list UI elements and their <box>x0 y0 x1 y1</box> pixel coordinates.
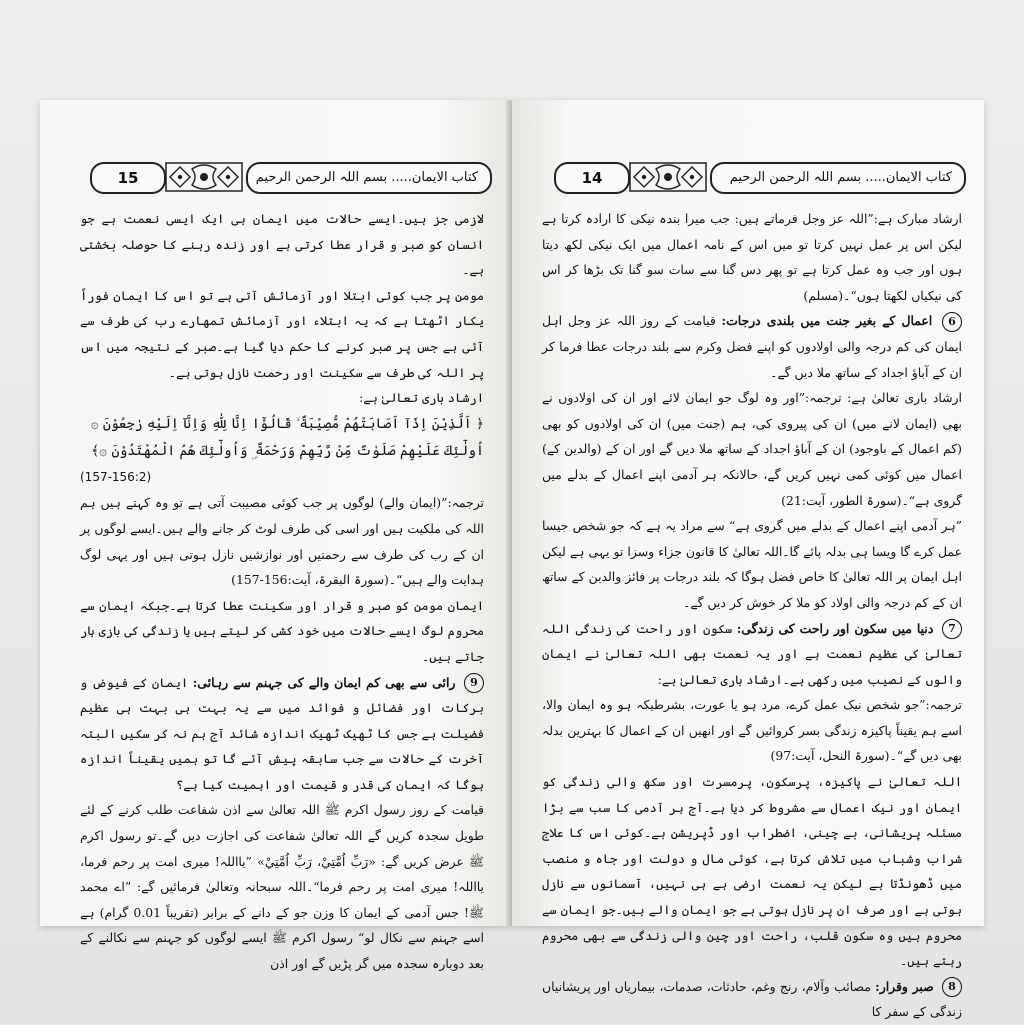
section-heading: رائی سے بھی کم ایمان والے کی جہنم سے رہائی: <box>192 674 456 690</box>
page-header <box>90 160 492 196</box>
paragraph: ترجمہ:”جو شخص نیک عمل کرے، مرد ہو یا عورت، بشرطیکہ ہو وہ ایمان والا، اسے ہم یقیناً پاکیزہ زندگی بسر کروائیں گے اور انھیں ان کے اعمال کا بہترین بدلہ بھی دیں گے“۔(سورۃ النحل، آیت:97) <box>542 697 962 764</box>
paragraph: ترجمہ:”(ایمان والے) لوگوں پر جب کوئی مصیبت آتی ہے تو وہ کہتے ہیں ہم اللہ کی ملکیت ہیں اور اسی کی طرف لوٹ کر جانے والے ہیں۔ایسے لوگوں پر ان کے رب کی طرف سے رحمتیں اور نوازشیں نازل ہوتی ہیں اور یہی لوگ ہدایت والے ہیں“۔(سورۃ البقرۃ، آیت:156-157) <box>80 495 484 588</box>
paragraph: لازمی جز ہیں۔ایسے حالات میں ایمان ہی ایک ایسی نعمت ہے جو انسان کو صبر و قرار عطا کرتی ہے اور زندہ رہنے کا حوصلہ بخشتی ہے۔ <box>80 211 484 278</box>
section-text: مصائب وآلام، رنج وغم، حادثات، صدمات، بیماریاں اور پریشانیاں زندگی کے سفر کا <box>542 978 962 1020</box>
paragraph: ارشاد مبارک ہے:”اللہ عز وجل فرماتے ہیں: جب میرا بندہ نیکی کا ارادہ کرتا ہے لیکن اس پر عمل نہیں کرتا تو میں اس کے نامہ اعمال میں ایک نیکی لکھ دیتا ہوں اور جب وہ عمل کرتا ہے تو پھر دس گنا سے سات سو گنا تک بڑھا کر اس کی نیکیاں لکھتا ہوں“۔(مسلم) <box>542 211 962 303</box>
header-title: کتاب الایمان..... بسم اللہ الرحمن الرحیم <box>246 162 492 194</box>
section-text: قیامت کے روز اللہ عز وجل اہل ایمان کی کم درجہ والی اولادوں کو اپنے فضل وکرم سے بلند درجات عطا فرما کر ان کے آباؤ اجداد کے ساتھ ملا دیں گے۔ <box>542 313 962 380</box>
paragraph: مومن پر جب کوئی ابتلا اور آزمائش آتی ہے تو اس کا ایمان فوراً یکار اٹھتا ہے کہ یہ ابتلاء اور آزمائش تمھارے رب کی طرف سے آئی ہے جس پر صبر کرنے کا حکم دیا گیا ہے۔صبر کے نتیجہ میں اس پر اللہ کی طرف سے سکینت اور رحمت نازل ہوتی ہے۔ <box>80 287 484 380</box>
section-paragraph <box>542 308 962 385</box>
header-title: کتاب الایمان..... بسم اللہ الرحمن الرحیم <box>710 162 966 194</box>
circled-number-icon: 7 <box>942 619 962 639</box>
section-paragraph <box>80 670 484 798</box>
right-page <box>512 100 984 1020</box>
section-paragraph <box>542 616 962 693</box>
verse-reference: (157-156:2) <box>80 469 152 484</box>
section-heading: اعمال کے بغیر جنت میں بلندی درجات: <box>721 313 933 329</box>
floral-ornament-icon <box>164 160 244 194</box>
section-text: سکون اور راحت کی زندگی اللہ تعالیٰ کی عظیم نعمت ہے اور یہ نعمت بھی اللہ تعالیٰ نے ایمان والوں کے نصیب میں رکھی ہے۔ارشاد باری تعالیٰ ہے: <box>542 620 962 687</box>
paragraph: ایمان مومن کو صبر و قرار اور سکینت عطا کرتا ہے۔جبکہ ایمان سے محروم لوگ ایسے حالات میں خود کشی کر لیتے ہیں یا زندگی کی بازی ہار جاتے ہیں۔ <box>80 597 484 664</box>
quran-verse: ﴿ اَلَّذِيْنَ اِذَآ اَصَابَتْهُمْ مُّصِيْبَةٌ ۙ قَالُوْٓا اِنَّا لِلّٰهِ وَاِنَّآ اِلَيْهِ رٰجِعُوْنَ ۞ اُولٰٓئِكَ عَلَيْهِمْ صَلَوٰتٌ مِّنْ رَّبِّهِمْ وَرَحْمَةٌ ۣ وَاُولٰٓئِكَ هُمُ الْمُهْتَدُوْنَ ۞﴾ <box>90 415 484 459</box>
page-header <box>554 160 966 196</box>
section-text: ایمان کے فیوض و برکات اور فضائل و فوائد میں سے یہ بہت ہی بہت ہی عظیم فضیلت ہے جس کا ٹھیک ٹھیک اندازہ شائد آج ہم نہ کر سکیں البتہ آخرت کے حالات سے جب سابقہ پیش آئے گا تو ہمیں یقیناً اندازہ ہوگا کہ ایمان کی قدر و قیمت اور اہمیت کیا ہے؟ <box>80 674 484 792</box>
floral-ornament-icon <box>628 160 708 194</box>
paragraph: اللہ تعالیٰ نے پاکیزہ، پرسکون، پرمسرت اور سکھ والی زندگی کو ایمان اور نیک اعمال سے مشروط کر دیا ہے۔آج ہر آدمی کا سب سے بڑا مسئلہ پریشانی، بے چینی، اضطراب اور ڈپریشن ہے۔کوئی اس کا علاج شراب وشباب میں تلاش کرتا ہے، کوئی مال و دولت اور جاہ و منصب میں ڈھونڈتا ہے لیکن یہ نعمت ارضی ہے ہی نہیں، آسمانوں سے نازل ہوتی ہے اور صرف ان پر نازل ہوتی ہے جو ایمان والے ہیں۔جو ایمان سے محروم ہیں وہ سکون قلب، راحت اور چین والی زندگی سے بھی محروم رہتے ہیں۔ <box>542 774 962 969</box>
circled-number-icon: 9 <box>464 673 484 693</box>
page-number: 15 <box>90 162 166 194</box>
page-number: 14 <box>554 162 630 194</box>
circled-number-icon: 8 <box>942 977 962 997</box>
paragraph: قیامت کے روز رسول اکرم ﷺ اللہ تعالیٰ سے اذن شفاعت طلب کرنے کے لئے طویل سجدہ کریں گے اللہ تعالیٰ شفاعت کی اجازت دیں گے۔تو رسول اکرم ﷺ عرض کریں گے: «رَبِّ اُمَّتِيْ، رَبِّ اُمَّتِيْ» ”یااللہ! میری امت پر رحم فرما، یااللہ! میری امت پر رحم فرما“۔اللہ سبحانہ وتعالیٰ فرمائیں گے: ”اے محمد ﷺ! جس آدمی کے ایمان کا وزن جو کے دانے کے برابر (تقریباً 0.01 گرام) ہے اسے جہنم سے نکال لو“ رسول اکرم ﷺ ایسے لوگوں کو جہنم سے نکالنے کے بعد دوبارہ سجدہ میں گر پڑیں گے اور اذن <box>80 802 484 972</box>
section-heading: دنیا میں سکون اور راحت کی زندگی: <box>736 620 934 636</box>
page-body <box>542 206 962 1020</box>
left-page <box>40 100 510 972</box>
paragraph: ارشاد باری تعالیٰ ہے: <box>359 390 484 406</box>
open-book <box>40 100 984 1020</box>
circled-number-icon: 6 <box>942 312 962 332</box>
section-heading: صبر وقرار: <box>875 978 934 994</box>
section-paragraph <box>542 974 962 1025</box>
paragraph: ”ہر آدمی اپنے اعمال کے بدلے میں گروی ہے“ سے مراد یہ ہے کہ جو شخص جیسا عمل کرے گا ویسا ہی بدلہ پائے گا۔اللہ تعالیٰ کا قانون جزاء وسزا تو یہی ہے لیکن اہل ایمان پر اللہ تعالیٰ کا خاص فضل ہوگا کہ بلند درجات پر فائز والدین کے ساتھ ان کے کم درجہ والی اولاد کو ملا کر خوش کر دیں گے۔ <box>542 518 962 610</box>
paragraph: ارشاد باری تعالیٰ ہے: ترجمہ:”اور وہ لوگ جو ایمان لائے اور ان کی اولادوں نے بھی (ایمان لانے میں) ان کی پیروی کی، ہم (جنت میں) ان کی اولادوں کو بھی (کم اعمال کے باوجود) ان کے آباؤ اجداد کے ساتھ ملا دیں گے اور ان کے (والدین کے) اعمال میں کوئی کمی نہیں کریں گے، حالانکہ ہر آدمی اپنے اعمال کے بدلے میں گروی ہے“۔(سورۃ الطور، آیت:21) <box>542 390 962 508</box>
page-body <box>80 206 484 972</box>
